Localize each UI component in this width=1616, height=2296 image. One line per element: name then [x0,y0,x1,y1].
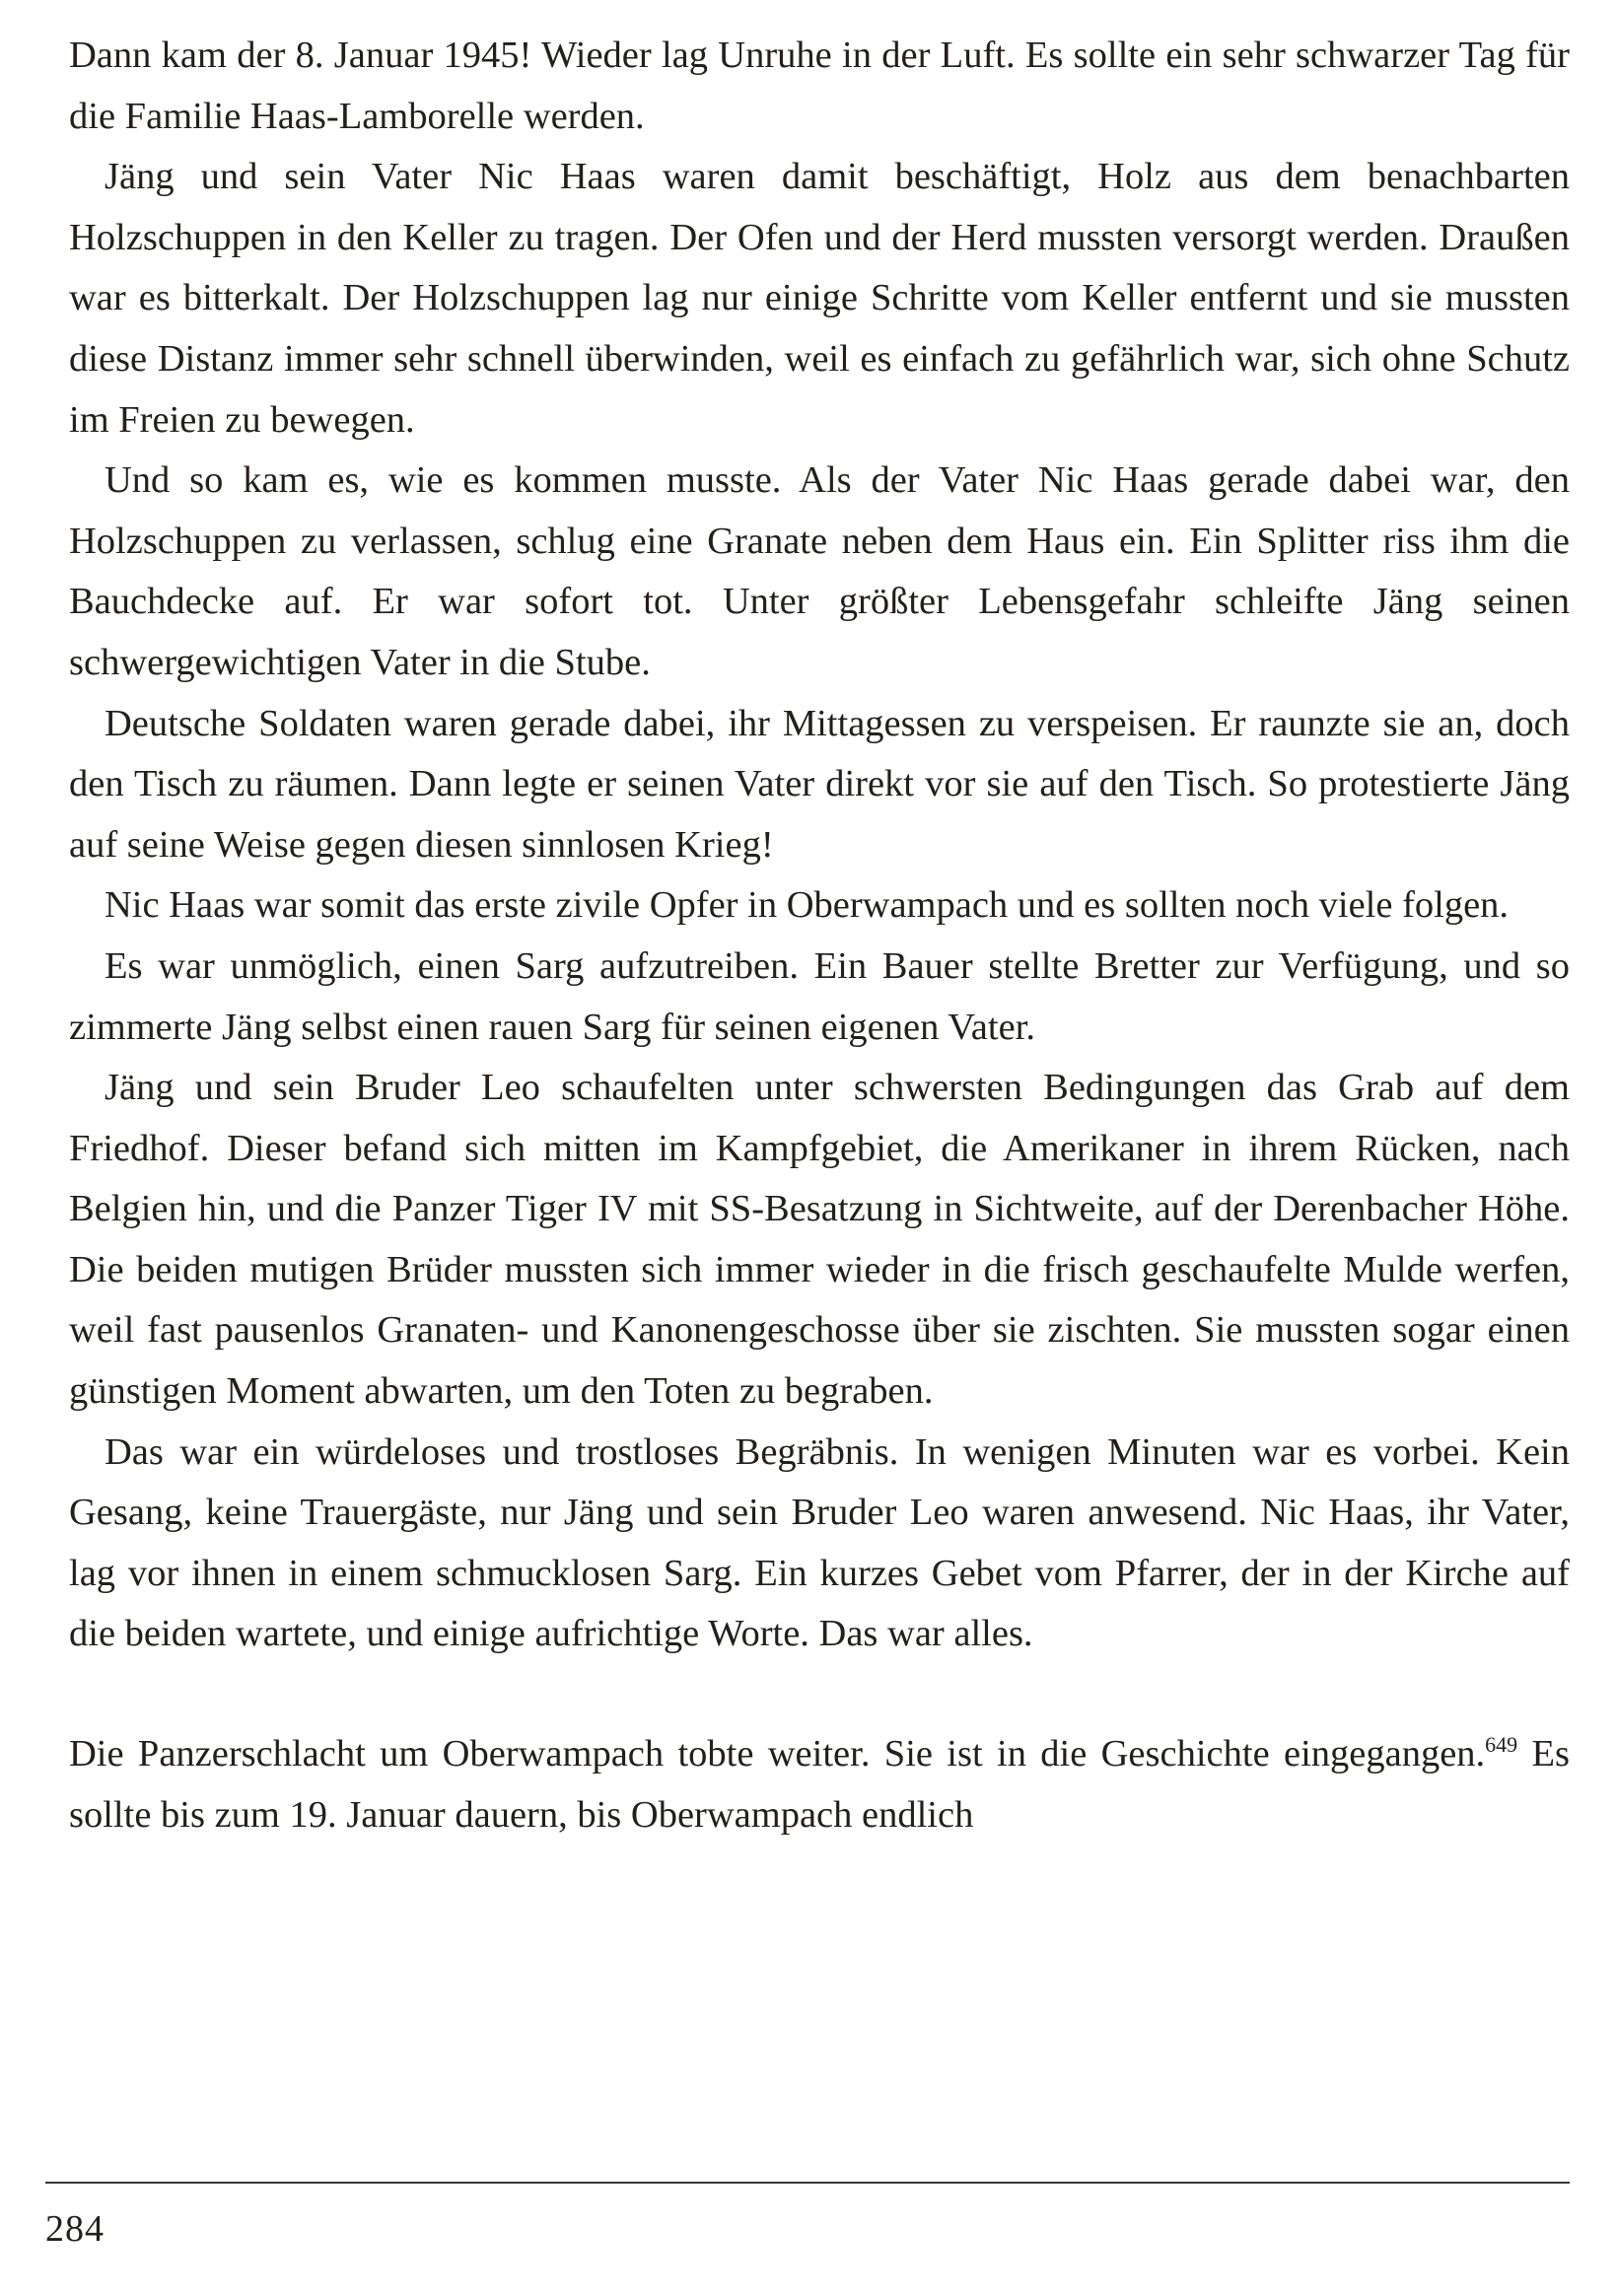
paragraph-2: Jäng und sein Vater Nic Haas waren damit beschäftigt, Holz aus dem benachbarten Holzschuppen in den Keller zu tragen. Der Ofen und der Herd mussten versorgt werden. Draußen war es bitterkalt. Der Holzschuppen lag nur einige Schritte vom Keller entfernt und sie mussten diese Distanz immer sehr schnell überwinden, weil es einfach zu gefährlich war, sich ohne Schutz im Freien zu bewegen. [69,156,1570,441]
paragraph-4: Deutsche Soldaten waren gerade dabei, ihr Mittagessen zu verspeisen. Er raunzte sie an, doch den Tisch zu räumen. Dann legte er seinen Vater direkt vor sie auf den Tisch. So protestierte Jäng auf seine Weise gegen diesen sinnlosen Krieg! [69,702,1570,866]
body-text [69,26,1570,1845]
closing-text-start: Die Panzerschlacht um Oberwampach tobte weiter. Sie ist in die Geschichte eingegangen. [69,1733,1486,1775]
footnote-reference[interactable]: 649 [1485,1732,1518,1758]
closing-paragraph [69,1724,1570,1845]
closing-text-end: Es sollte bis zum 19. Januar dauern, bis Oberwampach endlich [69,1733,1570,1836]
paragraph-6: Es war unmöglich, einen Sarg aufzutreiben. Ein Bauer stellte Bretter zur Verfügung, und so zimmerte Jäng selbst einen rauen Sarg für seinen eigenen Vater. [69,944,1570,1048]
paragraph-7: Jäng und sein Bruder Leo schaufelten unter schwersten Bedingungen das Grab auf dem Friedhof. Dieser befand sich mitten im Kampfgebiet, die Amerikaner in ihrem Rücken, nach Belgien hin, und die Panzer Tiger IV mit SS-Besatzung in Sichtweite, auf der Derenbacher Höhe. Die beiden mutigen Brüder mussten sich immer wieder in die frisch geschaufelte Mulde werfen, weil fast pausenlos Granaten- und Kanonengeschosse über sie zischten. Sie mussten sogar einen günstigen Moment abwarten, um den Toten zu begraben. [69,1067,1570,1413]
paragraph-1: Dann kam der 8. Januar 1945! Wieder lag Unruhe in der Luft. Es sollte ein sehr schwarzer Tag für die Familie Haas-Lamborelle werden. [69,35,1570,137]
paragraph-5: Nic Haas war somit das erste zivile Opfer in Oberwampach und es sollten noch viele folgen. [105,884,1510,927]
page-number: 284 [45,2208,105,2250]
footer-rule [45,2182,1570,2184]
paragraph-3: Und so kam es, wie es kommen musste. Als der Vater Nic Haas gerade dabei war, den Holzschuppen zu verlassen, schlug eine Granate neben dem Haus ein. Ein Splitter riss ihm die Bauchdecke auf. Er war sofort tot. Unter größter Lebensgefahr schleifte Jäng seinen schwergewichtigen Vater in die Stube. [69,459,1570,683]
paragraph-8: Das war ein würdeloses und trostloses Begräbnis. In wenigen Minuten war es vorbei. Kein Gesang, keine Trauergäste, nur Jäng und sein Bruder Leo waren anwesend. Nic Haas, ihr Vater, lag vor ihnen in einem schmucklosen Sarg. Ein kurzes Gebet vom Pfarrer, der in der Kirche auf die beiden wartete, und einige aufrichtige Worte. Das war alles. [69,1430,1570,1655]
